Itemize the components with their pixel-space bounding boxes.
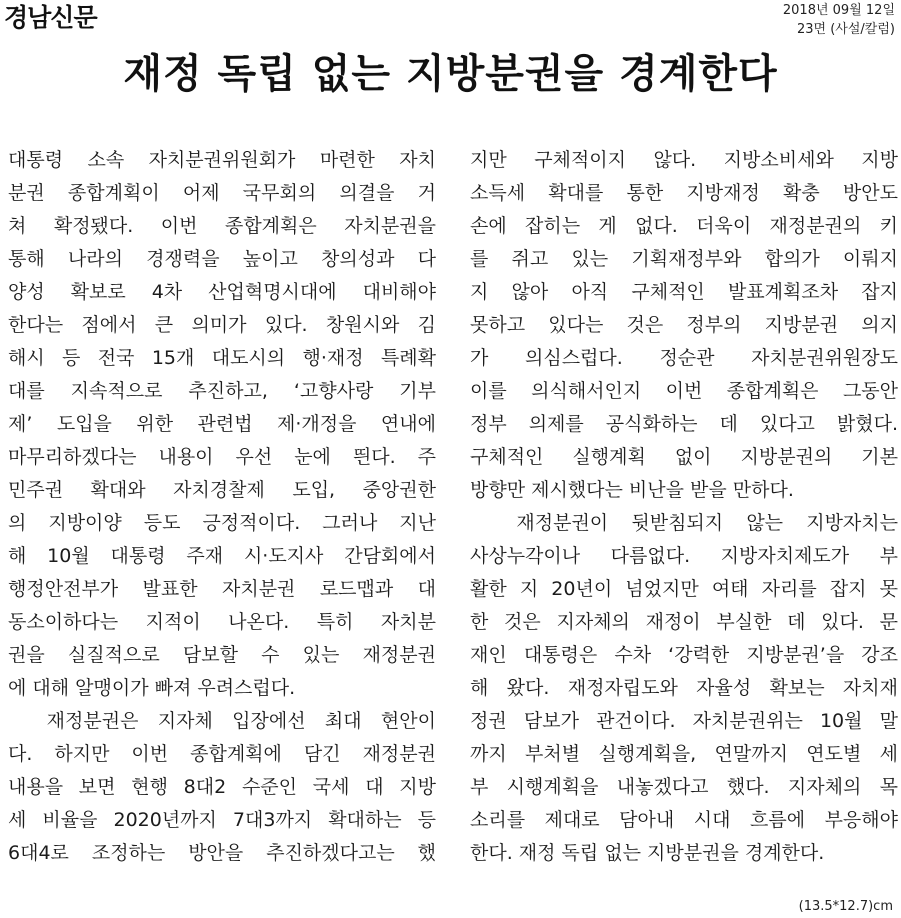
article-column-left (8, 144, 436, 870)
article-text-line: 해 왔다. 재정자립도와 자율성 확보는 자치재 (470, 677, 898, 699)
article-text-line: 동소이하다는 지적이 나온다. 특히 자치분 (8, 611, 436, 633)
article-text-line: 민주권 확대와 자치경찰제 도입, 중앙권한 (8, 479, 436, 501)
article-text-line: 지 않아 아직 구체적인 발표계획조차 잡지 (470, 281, 898, 303)
article-text-line: 가 의심스럽다. 정순관 자치분권위원장도 (470, 347, 898, 369)
article-text-line: 소득세 확대를 통한 지방재정 확충 방안도 (470, 182, 898, 204)
article-text-line: 권을 실질적으로 담보할 수 있는 재정분권 (8, 644, 436, 666)
article-text-line: 의 지방이양 등도 긍정적이다. 그러나 지난 (8, 512, 436, 534)
article-text-line: 통해 나라의 경쟁력을 높이고 창의성과 다 (8, 248, 436, 270)
article-size-note: (13.5*12.7)cm (798, 899, 893, 914)
article-text-line: 해 10월 대통령 주재 시·도지사 간담회에서 (8, 545, 436, 567)
article-text-line: 사상누각이나 다름없다. 지방자치제도가 부 (470, 545, 898, 567)
article-text-line: 정권 담보가 관건이다. 자치분권위는 10월 말 (470, 710, 898, 732)
article-text-line: 한다는 점에서 큰 의미가 있다. 창원시와 김 (8, 314, 436, 336)
article-text-line: 분권 종합계획이 어제 국무회의 의결을 거 (8, 182, 436, 204)
newspaper-logo: 경남신문 (4, 3, 97, 32)
article-text-line: 를 쥐고 있는 기획재정부와 합의가 이뤄지 (470, 248, 898, 270)
article-text-line: 이를 의식해서인지 이번 종합계획은 그동안 (470, 380, 898, 402)
article-text-line: 까지 부처별 실행계획을, 연말까지 연도별 세 (470, 743, 898, 765)
article-text-line: 제’ 도입을 위한 관련법 제·개정을 연내에 (8, 413, 436, 435)
article-text-line: 에 대해 알맹이가 빠져 우려스럽다. (8, 677, 296, 699)
article-text-line: 지만 구체적이지 않다. 지방소비세와 지방 (470, 149, 898, 171)
article-text-line: 마무리하겠다는 내용이 우선 눈에 띈다. 주 (8, 446, 436, 468)
article-text-line: 한다. 재정 독립 없는 지방분권을 경계한다. (470, 842, 825, 864)
article-text-line: 6대4로 조정하는 방안을 추진하겠다고는 했 (8, 842, 436, 864)
article-text-line: 재인 대통령은 수차 ‘강력한 지방분권’을 강조 (470, 644, 898, 666)
article-text-line: 방향만 제시했다는 비난을 받을 만하다. (470, 479, 794, 501)
article-text-line: 정부 의제를 공식화하는 데 있다고 밝혔다. (470, 413, 898, 435)
article-text-line: 세 비율을 2020년까지 7대3까지 확대하는 등 (8, 809, 436, 831)
article-text-line: 대통령 소속 자치분권위원회가 마련한 자치 (8, 149, 436, 171)
article-text-line: 활한 지 20년이 넘었지만 여태 자리를 잡지 못 (470, 578, 898, 600)
article-text-line: 내용을 보면 현행 8대2 수준인 국세 대 지방 (8, 776, 436, 798)
article-text-line: 소리를 제대로 담아내 시대 흐름에 부응해야 (470, 809, 898, 831)
article-text-line: 대를 지속적으로 추진하고, ‘고향사랑 기부 (8, 380, 436, 402)
article-text-line: 해시 등 전국 15개 대도시의 행·재정 특례확 (8, 347, 436, 369)
article-text-line: 손에 잡히는 게 없다. 더욱이 재정분권의 키 (470, 215, 898, 237)
publication-meta (783, 1, 895, 39)
article-text-line: 다. 하지만 이번 종합계획에 담긴 재정분권 (8, 743, 436, 765)
page-section: 23면 (사설/칼럼) (797, 22, 895, 37)
article-column-right (470, 144, 898, 870)
article-text-line: 구체적인 실행계획 없이 지방분권의 기본 (470, 446, 898, 468)
article-text-line: 재정분권은 지자체 입장에선 최대 현안이 (8, 710, 436, 732)
article-text-line: 양성 확보로 4차 산업혁명시대에 대비해야 (8, 281, 436, 303)
article-text-line: 한 것은 지자체의 재정이 부실한 데 있다. 문 (470, 611, 898, 633)
article-text-line: 못하고 있다는 것은 정부의 지방분권 의지 (470, 314, 898, 336)
article-text-line: 행정안전부가 발표한 자치분권 로드맵과 대 (8, 578, 436, 600)
publication-date: 2018년 09월 12일 (782, 3, 895, 18)
article-headline: 재정 독립 없는 지방분권을 경계한다 (123, 51, 778, 97)
article-text-line: 부 시행계획을 내놓겠다고 했다. 지자체의 목 (470, 776, 898, 798)
article-text-line: 재정분권이 뒷받침되지 않는 지방자치는 (470, 512, 898, 534)
article-text-line: 쳐 확정됐다. 이번 종합계획은 자치분권을 (8, 215, 436, 237)
